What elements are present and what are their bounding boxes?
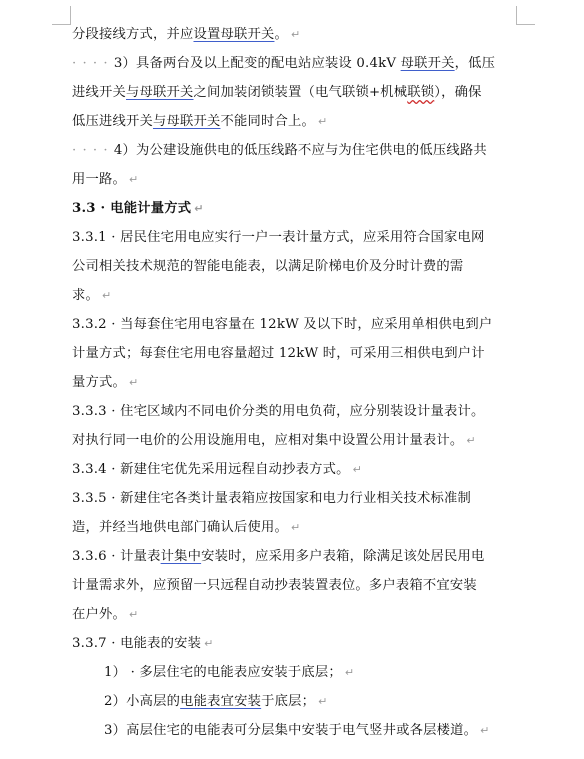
paragraph-mark-icon: ↵ xyxy=(129,376,139,389)
proofing-underlined-text: 母联开关 xyxy=(400,56,455,71)
text-line xyxy=(72,107,522,136)
text-run: ，低压 xyxy=(454,56,496,71)
text-run: 对执行同一电价的公用设施用电，应相对集中设置公用计量表计。 xyxy=(72,433,464,448)
page-corner-mark-top-left xyxy=(52,6,71,25)
text-line xyxy=(72,252,522,281)
text-run: 之间加装闭锁装置（电气联锁+机械 xyxy=(193,85,408,100)
text-line xyxy=(72,136,522,165)
text-line xyxy=(72,426,522,455)
text-run: 3.3.4 · 新建住宅优先采用远程自动抄表方式。 xyxy=(72,462,350,477)
text-run: 造，并经当地供电部门确认后使用。 xyxy=(72,520,288,535)
text-run: 3.3 · 电能计量方式 xyxy=(72,201,192,216)
paragraph-mark-icon: ↵ xyxy=(344,666,355,679)
paragraph-mark-icon: ↵ xyxy=(317,115,328,128)
text-run: 不能同时合上。 xyxy=(220,114,315,129)
text-line xyxy=(72,78,522,107)
proofing-underlined-text: 电能表宜安装 xyxy=(180,694,262,709)
paragraph-mark-icon: ↵ xyxy=(129,608,139,621)
text-run: 3.3.2 · 当每套住宅用电容量在 12kW 及以下时，应采用单相供电到户 xyxy=(72,317,493,332)
space-marks: · · · · xyxy=(72,143,114,158)
text-run: 量方式。 xyxy=(72,375,126,390)
text-run: 进线开关 xyxy=(72,85,126,100)
text-line xyxy=(72,600,522,629)
paragraph-mark-icon: ↵ xyxy=(129,173,139,186)
text-run: 3.3.6 · 计量表 xyxy=(72,549,161,564)
text-line xyxy=(72,716,522,745)
text-line xyxy=(72,484,522,513)
text-run: 计量需求外，应预留一只远程自动抄表装置表位。多户表箱不宜安装 xyxy=(72,578,477,593)
paragraph-mark-icon: ↵ xyxy=(290,28,301,41)
text-run: 用一路。 xyxy=(72,172,126,187)
text-run: 3）高层住宅的电能表可分层集中安装于电气竖井或各层楼道。 xyxy=(104,723,478,738)
text-run: 3）具备两台及以上配变的配电站应装设 0.4kV xyxy=(113,56,401,71)
text-run: 3.3.3 · 住宅区域内不同电价分类的用电负荷，应分别装设计量表计。 xyxy=(72,404,485,419)
text-run: 。 xyxy=(274,27,288,42)
text-line xyxy=(72,339,522,368)
paragraph-mark-icon: ↵ xyxy=(466,434,476,447)
text-run: 分段接线方式，并应 xyxy=(72,27,194,42)
text-line xyxy=(72,455,522,484)
text-line xyxy=(72,281,522,310)
text-run: 2）小高层的 xyxy=(104,694,181,709)
section-heading xyxy=(72,194,522,223)
paragraph-mark-icon: ↵ xyxy=(204,637,214,650)
text-run: 3.3.7 · 电能表的安装 xyxy=(72,636,202,651)
paragraph-mark-icon: ↵ xyxy=(194,202,204,215)
text-line xyxy=(72,310,522,339)
space-marks: · · · · xyxy=(72,56,114,71)
text-line xyxy=(72,223,522,252)
text-line xyxy=(72,397,522,426)
text-run: 计量方式；每套住宅用电容量超过 12kW 时，可采用三相供电到户计 xyxy=(72,346,485,361)
text-run: 安装时，应采用多户表箱，除满足该处居民用电 xyxy=(201,549,485,564)
text-line xyxy=(72,49,522,78)
text-run: 3.3.1 · 居民住宅用电应实行一户一表计量方式，应采用符合国家电网 xyxy=(72,230,485,245)
text-line xyxy=(72,20,522,49)
text-run: ），确保 xyxy=(434,85,482,100)
text-line xyxy=(72,629,522,658)
text-line xyxy=(72,687,522,716)
text-run: 低压进线开关 xyxy=(72,114,153,129)
text-run: 在户外。 xyxy=(72,607,126,622)
proofing-underlined-text: 计集中 xyxy=(160,549,202,564)
paragraph-mark-icon: ↵ xyxy=(102,289,112,302)
paragraph-mark-icon: ↵ xyxy=(480,724,490,737)
proofing-underlined-text: 与母联开关 xyxy=(152,114,221,129)
text-run: 求。 xyxy=(72,288,99,303)
proofing-underlined-text: 联锁 xyxy=(407,85,435,100)
text-run: 1） · 多层住宅的电能表应安装于底层； xyxy=(104,665,342,680)
paragraph-mark-icon: ↵ xyxy=(318,695,328,708)
text-line xyxy=(72,542,522,571)
proofing-underlined-text: 与母联开关 xyxy=(126,85,194,100)
text-run: 3.3.5 · 新建住宅各类计量表箱应按国家和电力行业相关技术标准制 xyxy=(72,491,472,506)
proofing-underlined-text: 设置母联开关 xyxy=(193,27,275,42)
text-line xyxy=(72,165,522,194)
paragraph-mark-icon: ↵ xyxy=(352,463,362,476)
text-line xyxy=(72,571,522,600)
paragraph-mark-icon: ↵ xyxy=(290,521,301,534)
text-line xyxy=(72,658,522,687)
text-line xyxy=(72,513,522,542)
text-run: 公司相关技术规范的智能电能表，以满足阶梯电价及分时计费的需 xyxy=(72,259,464,274)
document-body[interactable] xyxy=(72,20,522,745)
text-run: 4）为公建设施供电的低压线路不应与为住宅供电的低压线路共 xyxy=(113,143,487,158)
text-line xyxy=(72,368,522,397)
text-run: 于底层； xyxy=(261,694,316,709)
